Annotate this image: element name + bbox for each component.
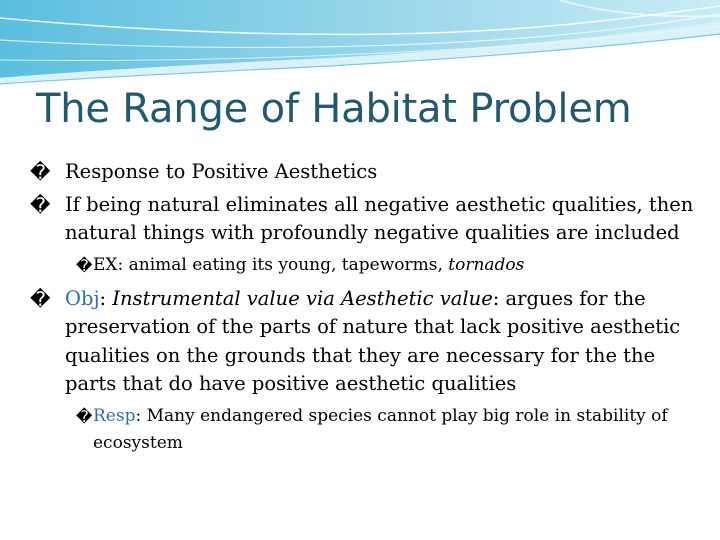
objection-text: : argues for the preservation of the parts of nature that lack positive aesthetic qualities on the grounds that they are necessary for the the parts that do have positive aesthetic qualities — [65, 286, 681, 395]
slide-title: The Range of Habitat Problem — [36, 86, 632, 132]
slide-body — [30, 158, 700, 463]
bullet-text: If being natural eliminates all negative aesthetic qualities, then natural things with profoundly negative qualities are included — [65, 192, 694, 244]
bullet-response — [30, 158, 700, 187]
sub-bullet-glyph: � — [76, 406, 93, 426]
bullet-glyph: � — [30, 160, 51, 184]
bullet-natural-negative — [30, 191, 700, 248]
sub-bullet-text: EX: animal eating its young, tapeworms, — [93, 254, 449, 275]
bullet-glyph: � — [30, 192, 51, 217]
bullet-objection — [30, 285, 700, 399]
sub-bullet-example — [30, 252, 700, 279]
sub-bullet-response — [30, 403, 700, 457]
objection-emphasis: Instrumental value via Aesthetic value — [112, 286, 493, 310]
objection-separator: : — [99, 286, 113, 310]
response-text: : Many endangered species cannot play big role in stability of ecosystem — [93, 405, 668, 453]
sub-bullet-glyph: � — [76, 255, 93, 275]
objection-label: Obj — [65, 286, 100, 310]
bullet-text: Response to Positive Aesthetics — [65, 160, 378, 183]
response-label: Resp — [93, 405, 136, 426]
bullet-glyph: � — [30, 286, 51, 311]
sub-bullet-emphasis: tornados — [448, 254, 525, 275]
